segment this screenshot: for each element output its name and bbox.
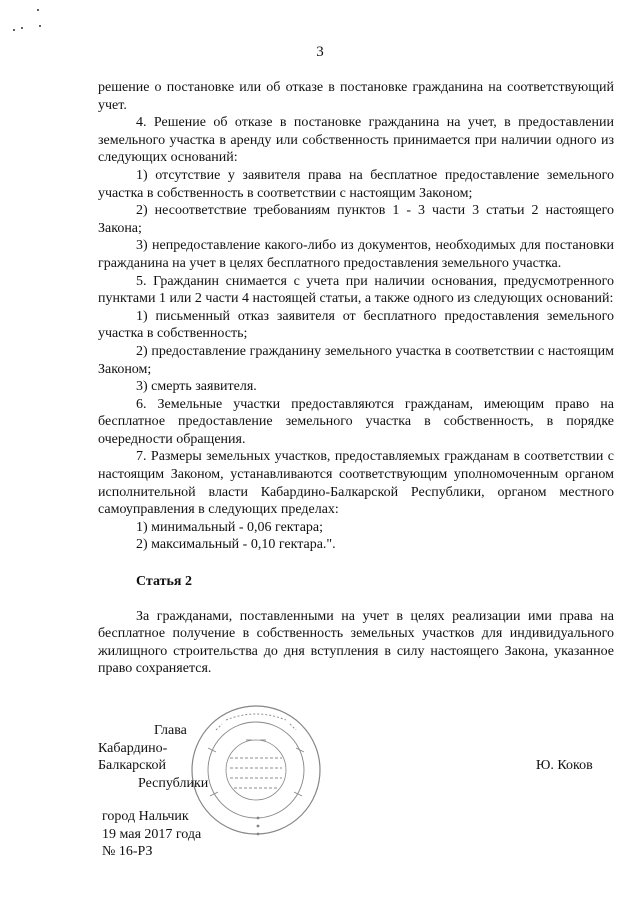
article-heading: Статья 2: [136, 574, 192, 590]
law-number: № 16-РЗ: [102, 844, 153, 860]
official-seal-stamp: [186, 700, 326, 840]
article-text: За гражданами, поставленными на учет в целях реализации ими права на бесплатное получение в собственность земельных участков для индивидуального жилищного строительства до дня вступления в силу настоящего Закона, указанное право сохраняется.: [98, 608, 614, 677]
scan-noise-marks: [10, 4, 60, 34]
paragraph-item-7: 7. Размеры земельных участков, предоставляемых гражданам в соответствии с настоящим Законом, устанавливаются соответствующим уполномоченным органом исполнительной власти Кабардино-Балкарской Республики, органом местного самоуправления в следующих пределах:: [98, 449, 614, 518]
paragraph-subitem: 2) несоответствие требованиям пунктов 1 - 3 части 3 статьи 2 настоящего Закона;: [98, 203, 614, 236]
paragraph-subitem: 1) минимальный - 0,06 гектара;: [136, 519, 324, 535]
place-and-date: [102, 808, 201, 861]
paragraph-item-6: 6. Земельные участки предоставляются гражданам, имеющим право на бесплатное предоставление земельного участка в собственность, в порядке очередности обращения.: [98, 396, 614, 447]
paragraph-item-5: 5. Гражданин снимается с учета при наличии основания, предусмотренного пунктами 1 или 2 части 4 настоящей статьи, а также одного из следующих оснований:: [98, 273, 614, 307]
paragraph-subitem: 3) смерть заявителя.: [136, 379, 257, 395]
page-number: 3: [316, 44, 324, 60]
paragraph-subitem: 2) максимальный - 0,10 гектара.".: [136, 537, 336, 553]
signatory-title-line: Республики: [138, 775, 209, 791]
place: город Нальчик: [102, 809, 189, 824]
signatory-name: Ю. Коков: [536, 758, 593, 773]
paragraph-subitem: 1) отсутствие у заявителя права на бесплатное предоставление земельного участка в собственность в соответствии с настоящим Законом;: [98, 167, 614, 201]
date: 19 мая 2017 года: [102, 826, 202, 842]
paragraph-subitem: 2) предоставление гражданину земельного участка в соответствии с настоящим Законом;: [98, 343, 614, 377]
paragraph-item-4: 4. Решение об отказе в постановке гражданина на учет, в предоставлении земельного участка в аренду или собственность принимается при наличии одного из следующих оснований:: [98, 115, 614, 166]
paragraph-subitem: 1) письменный отказ заявителя от бесплатного предоставления земельного участка в собственность;: [98, 308, 614, 342]
signatory-title-line: Кабардино-Балкарской: [98, 740, 168, 774]
signatory-title-line: Глава: [154, 723, 187, 738]
paragraph-subitem: 3) непредоставление какого-либо из документов, необходимых для постановки гражданина на учет в целях бесплатного предоставления земельного участка.: [98, 238, 614, 271]
document-body: [98, 79, 614, 678]
paragraph-continuation: решение о постановке или об отказе в постановке гражданина на соответствующий учет.: [98, 80, 614, 113]
